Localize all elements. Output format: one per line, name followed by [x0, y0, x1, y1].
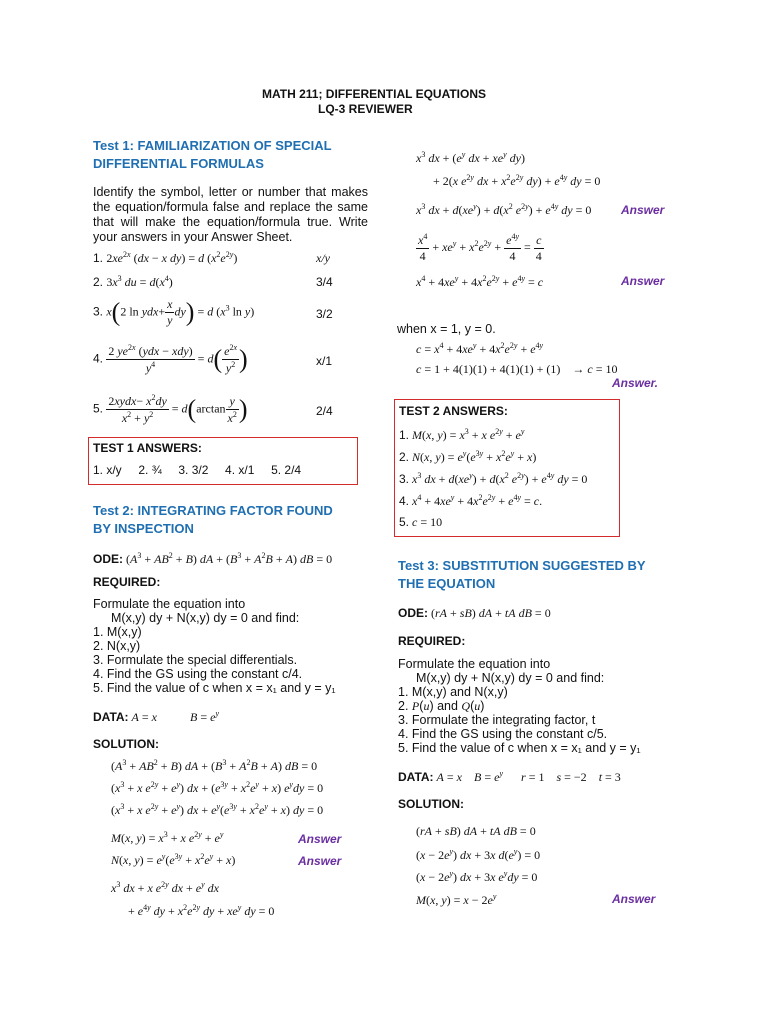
document-subtitle: LQ-3 REVIEWER [318, 102, 413, 116]
test1-answers-title: TEST 1 ANSWERS: [93, 441, 202, 455]
test3-sol-line-2: $(x - 2e^y)$ dx + 3x $d(e^y) = 0$ [416, 847, 541, 862]
test3-req-2: 2. P(u) and Q(u) [398, 699, 485, 713]
test3-sol-line-1: (rA + sB) dA + tA dB = 0 [416, 824, 536, 838]
test3-sol-line-3: $(x - 2e^y)$ dx + 3x $e^ydy = 0$ [416, 869, 538, 884]
test3-sol-m: M(x, $y) = x - 2e^y$ [416, 892, 497, 907]
test2-answer-5: 5. c = 10 [399, 515, 443, 529]
test2-req-1: 1. M(x,y) [93, 625, 142, 639]
test2-answer-3: 3. $x^3$ dx + $d(xe^y) + d(x^2$ $e^{2y}) + e^{4y}$ dy = 0 [399, 471, 588, 486]
test3-formulate: Formulate the equation into [398, 657, 551, 671]
test1-item-5-answer: 2/4 [316, 404, 333, 418]
test1-item-4: 4. $\frac{2 ye^{2x} (ydx - xdy)}{y^4}$ = d( $\frac{e^{2x}}{y^2}$ ) [93, 343, 248, 375]
test3-data: DATA: A = x $B = e^y$ r = 1 s = −2 t = 3 [398, 769, 621, 784]
test2-sol-line-1: $(A^3 + AB^2 + B)$ dA + $(B^3 + A^2B + A)$ dB = 0 [111, 758, 318, 773]
test2-sol-line-2: ($x^3 + x$ $e^{2y} + e^y$) dx + $(e^{3y} + x^2e^y + x) e^ydy = 0$ [111, 780, 324, 795]
test3-formulate2: M(x,y) dy + N(x,y) dy = 0 and find: [416, 671, 605, 685]
test2-data-label: DATA: [93, 710, 129, 724]
test2-sol-m: M(x, $y) = x^3 + x$ $e^{2y} + e^y$ [111, 830, 224, 845]
test1-title: Test 1: FAMILIARIZATION OF SPECIAL DIFFERENTIAL FORMULAS [93, 138, 332, 171]
test2-data: DATA: A = x $B = e^y$ [93, 709, 220, 724]
test3-req-5: 5. Find the value of c when x = x₁ and y = y₁ [398, 741, 641, 755]
test2-sol-m-answer: Answer [298, 832, 342, 846]
test2-required-label: REQUIRED: [93, 575, 161, 589]
test2-req-3: 3. Formulate the special differentials. [93, 653, 298, 667]
test3-req-3: 3. Formulate the integrating factor, t [398, 713, 596, 727]
test1-item-2-answer: 3/4 [316, 275, 333, 289]
test2-ode: ODE: $(A^3 + AB^2 + B)$ dA + $(B^3 + A^2B + A)$ dB = 0 [93, 551, 333, 566]
test1-item-1-answer: x/y [316, 251, 330, 265]
document-title: MATH 211; DIFFERENTIAL EQUATIONS [262, 87, 487, 101]
test2-sol-line-4: $x^3$ dx + x $e^{2y}$ dx + $e^y$ dx [111, 880, 219, 895]
test2-sol-line-7: + 2(x $e^{2y}$ dx + $x^2e^{2y}$ $dy) + e^{4y}$ dy = 0 [433, 173, 601, 188]
test1-item-3: 3. x(2 ln ydx+ $\frac{x}{y}$ dy) = d ($x^3$ ln y) [93, 297, 255, 327]
test2-formulate2: M(x,y) dy + N(x,y) dy = 0 and find: [111, 611, 300, 625]
test1-item-2: 2. $3x^3$ du = $d(x^4)$ [93, 274, 173, 289]
test3-title: Test 3: SUBSTITUTION SUGGESTED BY THE EQUATION [398, 558, 646, 591]
test1-item-3-answer: 3/2 [316, 307, 333, 321]
test2-sol-line-6: $x^3$ dx + ($e^y$ dx + $xe^y$ dy) [416, 150, 525, 165]
test3-required-label: REQUIRED: [398, 634, 466, 648]
test2-sol-line-3: ($x^3 + x$ $e^{2y} + e^y$) dx + $e^y(e^{3y} + x^2e^y + x)$ dy = 0 [111, 802, 324, 817]
test2-when: when x = 1, y = 0. [397, 322, 496, 336]
test1-answers-line: 1. x/y 2. ¾ 3. 3/2 4. x/1 5. 2/4 [93, 463, 302, 477]
test2-sol-n-answer: Answer [298, 854, 342, 868]
test1-item-4-answer: x/1 [316, 354, 333, 368]
test2-req-5: 5. Find the value of c when x = x₁ and y = y₁ [93, 681, 336, 695]
test2-ode-label: ODE: [93, 552, 123, 566]
test2-req-2: 2. N(x,y) [93, 639, 141, 653]
test2-sol-line-12-answer: Answer. [612, 376, 659, 390]
test2-answer-1: 1. M(x, $y) = x^3 + x$ $e^{2y} + e^y$ [399, 427, 525, 442]
test3-req-4: 4. Find the GS using the constant c/5. [398, 727, 608, 741]
test2-sol-line-11: $c = x^4 + 4xe^y + 4x^2e^{2y} + e^{4y}$ [416, 341, 544, 356]
test2-answers-title: TEST 2 ANSWERS: [399, 404, 508, 418]
test2-sol-line-8-answer: Answer [621, 203, 665, 217]
test3-ode-label: ODE: [398, 606, 428, 620]
test2-req-4: 4. Find the GS using the constant c/4. [93, 667, 303, 681]
test2-answer-2: 2. N(x, $y) = e^y(e^{3y} + x^2e^y + x)$ [399, 449, 537, 464]
test3-data-label: DATA: [398, 770, 434, 784]
test2-answer-4: 4. $x^4 + 4xe^y + 4x^2e^{2y} + e^{4y} = c$. [399, 493, 543, 508]
test2-solution-label: SOLUTION: [93, 737, 159, 751]
test2-sol-line-10: $x^4 + 4xe^y + 4x^2e^{2y} + e^{4y} = c$ [416, 274, 544, 289]
test2-sol-line-8: $x^3$ dx + $d(xe^y) + d(x^2$ $e^{2y}) + e^{4y}$ dy = 0 [416, 202, 592, 217]
test3-req-1: 1. M(x,y) and N(x,y) [398, 685, 508, 699]
test2-sol-n: N(x, $y) = e^y(e^{3y} + x^2e^y + x)$ [111, 852, 236, 867]
test3-ode: ODE: (rA + sB) dA + tA dB = 0 [398, 606, 551, 620]
test1-instructions: Identify the symbol, letter or number that makes the equation/formula false and replace the same that will make the equation/formula true. Write your answers in your Answer Sheet. [93, 185, 368, 244]
test2-title: Test 2: INTEGRATING FACTOR FOUND BY INSPECTION [93, 503, 333, 536]
test2-formulate: Formulate the equation into [93, 597, 246, 611]
test3-sol-m-answer: Answer [612, 892, 656, 906]
test3-solution-label: SOLUTION: [398, 797, 464, 811]
test2-sol-line-9: $\frac{x^4}{4}$ + $xe^y + x^2e^{2y}$ + $\frac{e^{4y}}{4}$ = $\frac{c}{4}$ [418, 232, 542, 263]
test2-sol-line-5: + $e^{4y}$ dy + $x^2e^{2y}$ dy + $xe^y$ dy = 0 [128, 903, 275, 918]
test1-item-1: 1. $2xe^{2x}$ (dx − x dy) = d $(x^2e^{2y})$ [93, 250, 238, 265]
test2-sol-line-12: c = 1 + 4(1)(1) + 4(1)(1) + (1) → c = 10 [416, 362, 618, 376]
test2-sol-line-10-answer: Answer [621, 274, 665, 288]
test1-item-5: 5. $\frac{2xydx- x^2dy}{x^2 + y^2}$ = d(arctan $\frac{y}{x^2}$ ) [93, 393, 248, 425]
